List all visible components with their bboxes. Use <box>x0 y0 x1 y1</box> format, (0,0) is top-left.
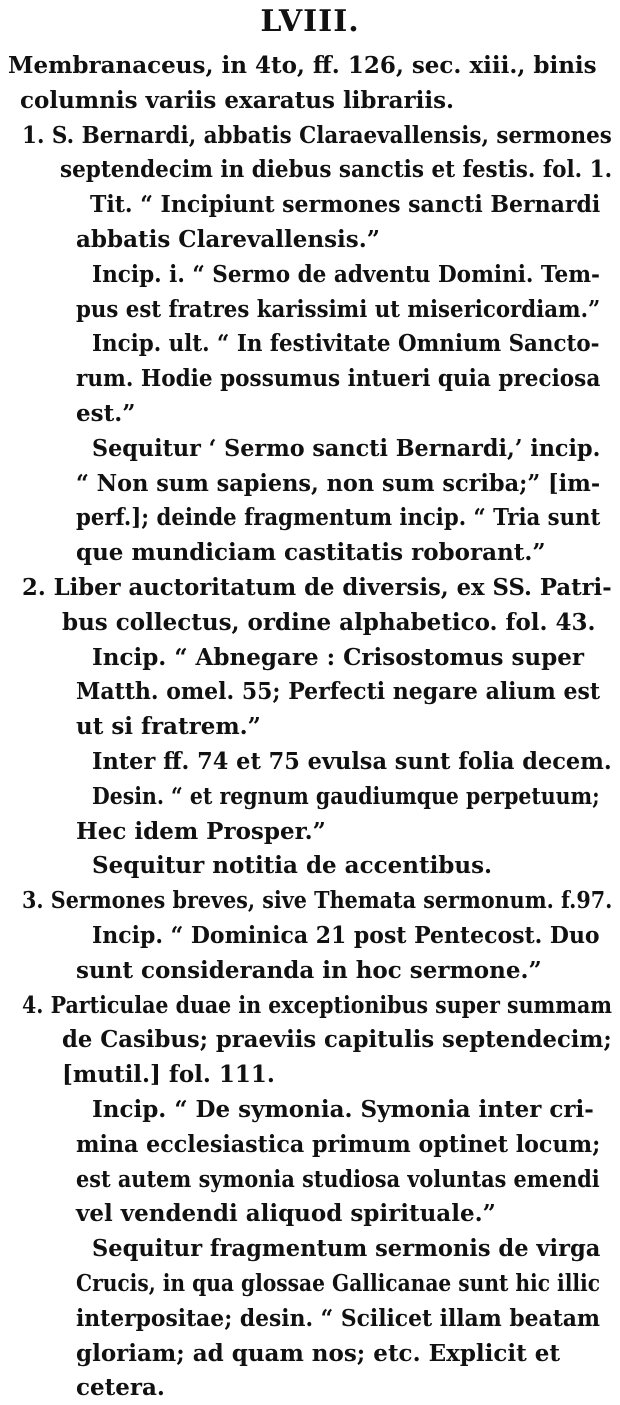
text-line: “ Non sum sapiens, non sum scriba;” [im- <box>76 469 601 497</box>
text-line: Crucis, in qua glossae Gallicanae sunt hic illic <box>76 1270 601 1297</box>
text-line: abbatis Clarevallensis.” <box>76 226 380 253</box>
text-line: Matth. omel. 55; Perfecti negare alium est <box>76 678 600 706</box>
text-line: Tit. “ Incipiunt sermones sancti Bernardi <box>90 191 601 219</box>
text-line: pus est fratres karissimi ut misericordiam.” <box>76 295 601 323</box>
text-line: ut si fratrem.” <box>76 713 261 741</box>
text-line: [mutil.] fol. 111. <box>62 1061 275 1089</box>
text-line: Inter ff. 74 et 75 evulsa sunt folia decem. <box>92 748 612 775</box>
text-line: gloriam; ad quam nos; etc. Explicit et <box>76 1339 561 1367</box>
text-line: Incip. “ Dominica 21 post Pentecost. Duo <box>92 922 600 949</box>
text-line: mina ecclesiastica primum optinet locum; <box>76 1130 601 1158</box>
text-line: que mundiciam castitatis roborant.” <box>76 539 546 567</box>
text-line: 4. Particulae duae in exceptionibus super summam <box>22 991 612 1019</box>
text-line: Membranaceus, in 4to, ff. 126, sec. xiii., binis <box>8 52 597 79</box>
text-line: Incip. “ Abnegare : Crisostomus super <box>92 643 584 671</box>
text-line: septendecim in diebus sanctis et festis. fol. 1. <box>60 156 613 184</box>
text-line: vel vendendi aliquod spirituale.” <box>76 1200 496 1228</box>
text-line: Incip. ult. “ In festivitate Omnium Sancto- <box>92 330 600 358</box>
text-line: Hec idem Prosper.” <box>76 817 326 845</box>
page-title: LVIII. <box>260 4 360 39</box>
text-line: est.” <box>76 400 136 427</box>
text-line: 3. Sermones breves, sive Themata sermonum. f.97. <box>22 887 613 915</box>
text-line: Incip. “ De symonia. Symonia inter cri- <box>92 1096 594 1123</box>
text-line: Sequitur notitia de accentibus. <box>92 852 493 880</box>
text-line: de Casibus; praeviis capitulis septendecim; <box>62 1026 612 1054</box>
text-line: interpositae; desin. “ Scilicet illam beatam <box>76 1304 601 1332</box>
text-line: cetera. <box>76 1374 165 1402</box>
text-line: sunt consideranda in hoc sermone.” <box>76 956 542 984</box>
text-line: Incip. i. “ Sermo de adventu Domini. Tem- <box>92 260 600 288</box>
text-line: Desin. “ et regnum gaudiumque perpetuum; <box>92 782 600 810</box>
text-line: Sequitur ‘ Sermo sancti Bernardi,’ incip. <box>92 434 601 462</box>
text-line: 1. S. Bernardi, abbatis Claraevallensis, sermones <box>22 121 612 149</box>
text-line: columnis variis exaratus librariis. <box>20 86 455 114</box>
text-line: est autem symonia studiosa voluntas emendi <box>76 1165 600 1193</box>
text-line: 2. Liber auctoritatum de diversis, ex SS. Patri- <box>22 574 612 601</box>
text-line: rum. Hodie possumus intueri quia preciosa <box>76 365 601 393</box>
text-line: Sequitur fragmentum sermonis de virga <box>92 1235 601 1263</box>
text-line: bus collectus, ordine alphabetico. fol. 43. <box>62 608 596 636</box>
text-line: perf.]; deinde fragmentum incip. “ Tria sunt <box>76 504 601 532</box>
